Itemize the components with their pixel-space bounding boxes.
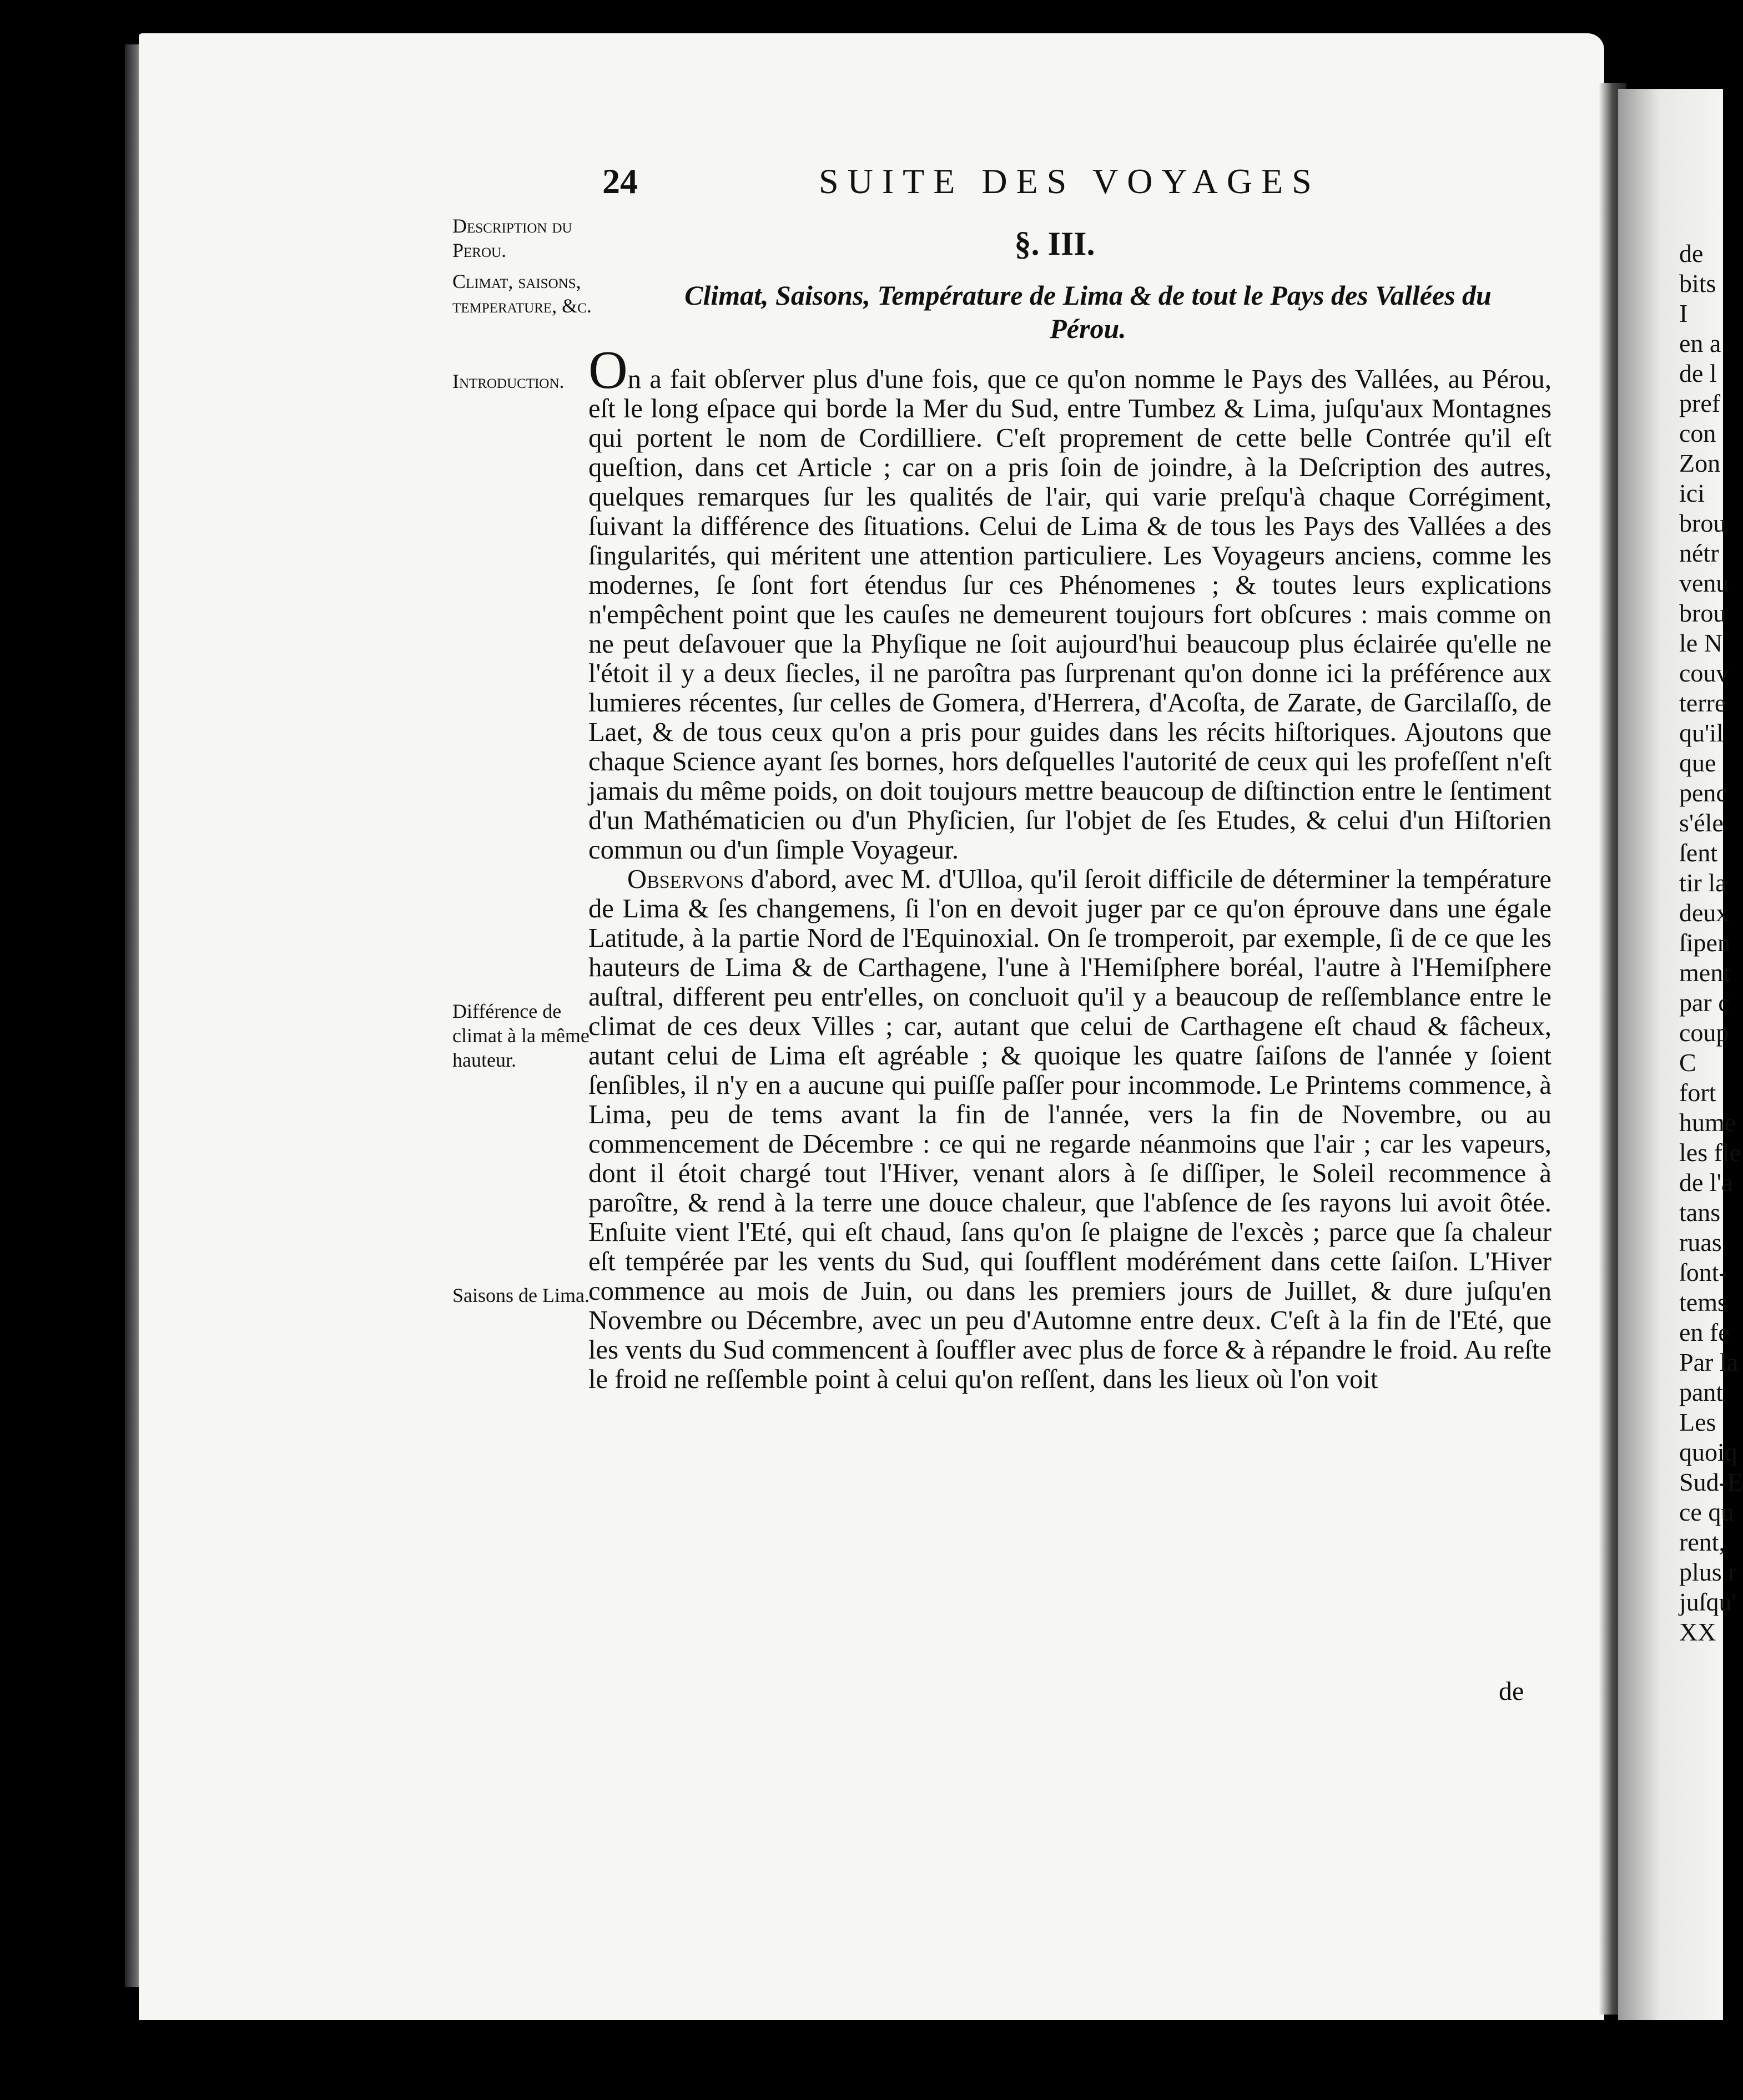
facing-page-line: couv	[1679, 659, 1729, 687]
facing-page-line: ſont-	[1679, 1258, 1727, 1286]
facing-page-line: fort	[1679, 1078, 1716, 1107]
catchword: de	[1499, 1677, 1524, 1706]
facing-page-line: juſqu'	[1679, 1588, 1736, 1616]
margin-note-difference: Différence de climat à la même hauteur.	[452, 1000, 590, 1071]
facing-page-line: con	[1679, 419, 1716, 447]
facing-page-line: venu	[1679, 569, 1729, 597]
facing-page-line: rent,	[1679, 1528, 1726, 1556]
facing-page-line: en a	[1679, 329, 1721, 357]
facing-page-line: coup	[1679, 1018, 1729, 1047]
facing-page-line: tems	[1679, 1288, 1727, 1316]
facing-page-line: I	[1679, 299, 1688, 327]
section-title: Climat, Saisons, Température de Lima & de tout le Pays des Vallées du Pérou.	[684, 280, 1492, 344]
paragraph-2-lead: Observons	[627, 864, 744, 894]
facing-page-line: XX	[1679, 1618, 1716, 1646]
facing-page-line: bits	[1679, 269, 1716, 297]
facing-page-line: tans	[1679, 1198, 1721, 1226]
facing-page-line: de	[1679, 239, 1704, 267]
facing-page-line: tir la	[1679, 869, 1727, 897]
facing-page-line: qu'il	[1679, 719, 1724, 747]
facing-page-line: Par la	[1679, 1348, 1739, 1376]
paragraph-introduction	[588, 340, 1551, 865]
paragraph-1-text: n a fait obſerver plus d'une fois, que ce qu'on nomme le Pays des Vallées, au Pérou, eſt le long eſpace qui borde la Mer du Sud, entre Tumbez & Lima, juſqu'aux Montagnes qui portent le nom de Cordilliere. C'eſt proprement de cette belle Contrée qu'il eſt queſtion, dans cet Article ; car on a pris ſoin de joindre, à la Deſcription des autres, quelques remarques ſur les qualités de l'air, qui varie preſqu'à chaque Corrégiment, ſuivant la différence des ſituations. Celui de Lima & de tous les Pays des Vallées a des ſingularités, qui méritent une attention particuliere. Les Voyageurs anciens, comme les modernes, ſe ſont fort étendus ſur ces Phénomenes ; & toutes leurs explications n'empêchent point que les cauſes ne demeurent toujours fort obſcures : mais comme on ne peut deſavouer que la Phyſique ne ſoit aujourd'hui beaucoup plus éclairée qu'elle ne l'étoit il y a deux ſiecles, il ne paroîtra pas ſurprenant qu'on donne ici la préférence aux lumieres récentes, ſur celles de Gomera, d'Herrera, d'Acoſta, de Zarate, de Garcilaſſo, de Laet, & de tous ceux qu'on a pris pour guides dans les récits hiſtoriques. Ajoutons que chaque Science ayant ſes bornes, hors deſquelles l'autorité de ceux qui les profeſſent n'eſt jamais du même poids, on doit toujours mettre beaucoup de diſtinction entre le ſentiment d'un Mathématicien ou d'un Phyſicien, ſur l'objet de ſes Etudes, & celui d'un Hiſtorien commun ou d'un ſimple Voyageur.	[588, 364, 1551, 865]
page-number: 24	[602, 161, 638, 201]
facing-page-line: les fle	[1679, 1138, 1741, 1167]
facing-page-line: Zon	[1679, 449, 1721, 477]
facing-page-line: ſipen	[1679, 928, 1730, 957]
margin-note-saisons: Saisons de Lima.	[452, 1284, 590, 1306]
facing-page-line: ruas	[1679, 1228, 1722, 1256]
facing-page-line: Les	[1679, 1408, 1716, 1436]
facing-page-line: ſent	[1679, 839, 1717, 867]
facing-page-line: terre	[1679, 689, 1726, 717]
facing-page-line: brou	[1679, 599, 1726, 627]
facing-page-line: en fe	[1679, 1318, 1730, 1346]
facing-page-line: s'éle	[1679, 809, 1724, 837]
facing-page-line: deux	[1679, 898, 1729, 927]
facing-page-line: penc	[1679, 779, 1727, 807]
facing-page-line: hume	[1679, 1108, 1736, 1137]
facing-page-line: brou	[1679, 509, 1726, 537]
paragraph-observons	[588, 865, 1551, 1394]
facing-page-line: de l	[1679, 359, 1717, 387]
facing-page-line: Sud-E	[1679, 1468, 1743, 1496]
facing-page-line: par c	[1679, 988, 1730, 1017]
facing-page-line: ment	[1679, 958, 1730, 987]
margin-note-climat: Climat, saisons, temperature, &c.	[452, 270, 592, 317]
facing-page-line: que	[1679, 749, 1716, 777]
facing-page-line: nétr	[1679, 539, 1719, 567]
section-number: §. III.	[1014, 225, 1095, 262]
running-head	[602, 161, 1546, 216]
facing-page-line: le N	[1679, 629, 1722, 657]
facing-page-line: pref	[1679, 389, 1721, 417]
facing-page-line: plus r	[1679, 1558, 1737, 1586]
facing-page-line: pant	[1679, 1378, 1724, 1406]
paragraph-2-text: d'abord, avec M. d'Ulloa, qu'il ſeroit difficile de déterminer la température de Lima & ſes changemens, ſi l'on en devoit juger par ce qu'on éprouve dans une égale Latitude, à la partie Nord de l'Equinoxial. On ſe tromperoit, par exemple, ſi de ce que les hauteurs de Lima & de Carthagene, l'une à l'Hemiſphere boréal, l'autre à l'Hemiſphere auſtral, different peu entr'elles, on concluoit qu'il y a beaucoup de reſſemblance entre le climat de ces deux Villes ; car, autant que celui de Carthagene eſt chaud & fâcheux, autant celui de Lima eſt agréable ; & quoique les quatre ſaiſons de l'année y ſoient ſenſibles, il n'y en a aucune qui puiſſe paſſer pour incommode. Le Printems commence, à Lima, peu de tems avant la fin de l'année, vers la fin de Novembre, ou au commencement de Décembre : ce qui ne regarde néanmoins que l'air ; car les vapeurs, dont il étoit chargé tout l'Hiver, venant alors à ſe diſſiper, le Soleil recommence à paroître, & rend à la terre une douce chaleur, que l'abſence de ſes rayons lui avoit ôtée. Enſuite vient l'Eté, qui eſt chaud, ſans qu'on ſe plaigne de l'excès ; parce que ſa chaleur eſt tempérée par les vents du Sud, qui ſoufflent modérément dans cette ſaiſon. L'Hiver commence au mois de Juin, ou dans les premiers jours de Juillet, & dure juſqu'en Novembre ou Décembre, avec un peu d'Automne entre deux. C'eſt à la fin de l'Eté, que les vents du Sud commencent à ſouffler avec plus de force & à répandre le froid. Au reſte le froid ne reſſemble point à celui qu'on reſſent, dans les lieux où l'on voit	[588, 864, 1551, 1394]
running-title: SUITE DES VOYAGES	[819, 161, 1321, 201]
facing-page-line: de l'a	[1679, 1168, 1733, 1197]
facing-page-line: quoiq	[1679, 1438, 1737, 1466]
facing-page-line: ici	[1679, 479, 1705, 507]
body-text	[588, 340, 1551, 1394]
margin-note-description: Description du Perou.	[452, 215, 572, 261]
margin-note-introduction: Introduction.	[452, 370, 565, 392]
facing-page-text	[1679, 239, 1743, 1647]
drop-cap: O	[588, 340, 628, 400]
facing-page-line: ce qu	[1679, 1498, 1734, 1526]
facing-page-line: C	[1679, 1048, 1696, 1077]
